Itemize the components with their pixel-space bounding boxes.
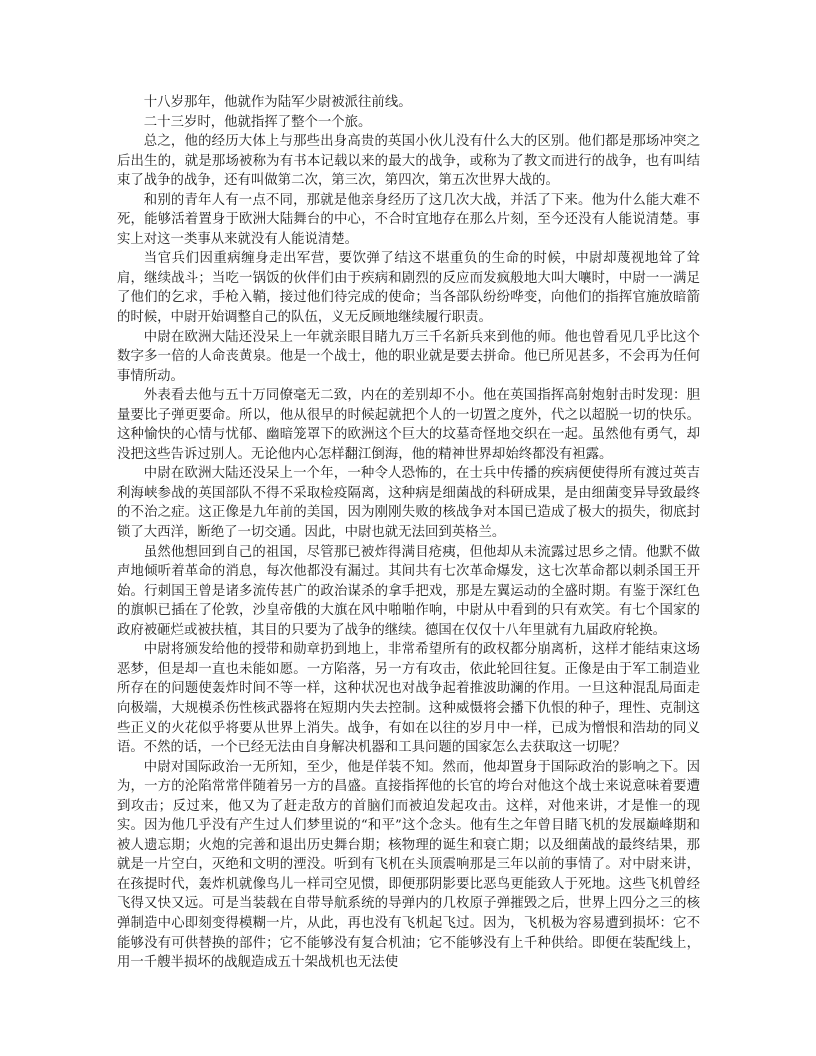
paragraph: 虽然他想回到自己的祖国，尽管那已被炸得满目疮痍，但他却从未流露过思乡之情。他默不做声地倾听着革命的消息，每次他都没有漏过。其间共有七次革命爆发，这七次革命都以刺杀国王开始。行刺国王曾是诸多流传甚广的政治谋杀的拿手把戏，那是左翼运动的全盛时期。有鉴于深红色的旗帜已插在了伦敦，沙皇帝俄的大旗在风中啪啪作响，中尉从中看到的只有欢笑。有七个国家的政府被砸烂或被扶植，其目的只要为了战争的继续。德国在仅仅十八年里就有九届政府轮换。 xyxy=(117,544,700,638)
paragraph: 总之，他的经历大体上与那些出身高贵的英国小伙儿没有什么大的区别。他们都是那场冲突之后出生的，就是那场被称为有书本记载以来的最大的战争，或称为了教文而进行的战争，也有叫结束了战争的战争，还有叫做第二次，第三次，第四次，第五次世界大战的。 xyxy=(117,134,700,189)
paragraph: 外表看去他与五十万同僚毫无二致，内在的差别却不小。他在英国指挥高射炮射击时发现：胆量要比子弹更要命。所以，他从很早的时候起就把个人的一切置之度外，代之以超脱一切的快乐。这种愉快的心情与忧郁、幽暗笼罩下的欧洲这个巨大的坟墓奇怪地交织在一起。虽然他有勇气，却没把这些告诉过别人。无论他内心怎样翻江倒海，他的精神世界却始终都没有袒露。 xyxy=(117,388,700,462)
paragraph: 和别的青年人有一点不同，那就是他亲身经历了这几次大战，并活了下来。他为什么能大难不死，能够活着置身于欧洲大陆舞台的中心，不合时宜地存在那么片刻，至今还没有人能说清楚。事实上对这一类事从来就没有人能说清楚。 xyxy=(117,192,700,247)
paragraph: 中尉在欧洲大陆还没呆上一个年，一种令人恐怖的，在士兵中传播的疾病便使得所有渡过英吉利海峡参战的英国部队不得不采取检疫隔离，这种病是细菌战的科研成果，是由细菌变异导致最终的不治之症。这正像是九年前的美国，因为刚刚失败的核战争对本国已造成了极大的损失，彻底封锁了大西洋，断绝了一切交通。因此，中尉也就无法回到英格兰。 xyxy=(117,466,700,541)
paragraph: 二十三岁时，他就指挥了整个一个旅。 xyxy=(143,114,372,130)
paragraph: 十八岁那年，他就作为陆军少尉被派往前线。 xyxy=(143,95,412,110)
paragraph: 中尉将颁发给他的授带和勋章扔到地上，非常希望所有的政权都分崩离析，这样才能结束这场恶梦，但是却一直也未能如愿。一方陷落，另一方有攻击，依此轮回往复。正像是由于军工制造业所存在的问题使轰炸时间不等一样，这种状况也对战争起着推波助澜的作用。一旦这种混乱局面走向极端，大规模杀伤性核武器将在短期内失去控制。这种威慑将会播下仇恨的种子，理性、克制这些正义的火花似乎将要从世界上消失。战争，有如在以往的岁月中一样，已成为憎恨和浩劫的同义语。不然的话，一个已经无法由自身解决机器和工具问题的国家怎么去获取这一切呢？ xyxy=(117,642,700,756)
paragraph: 中尉在欧洲大陆还没呆上一年就亲眼目睹九万三千名新兵来到他的师。他也曾看见几乎比这个数字多一倍的人命丧黄泉。他是一个战士，他的职业就是要去拼命。他已所见甚多，不会再为任何事情所动。 xyxy=(117,329,700,384)
paragraph: 中尉对国际政治一无所知，至少，他是佯装不知。然而，他却置身于国际政治的影响之下。因为，一方的沦陷常常伴随着另一方的昌盛。直接指挥他的长官的垮台对他这个战士来说意味着要遭到攻击；反过来，他又为了赶走敌方的首脑们而被迫发起攻击。这样，对他来讲，才是惟一的现实。因为他几乎没有产生过人们梦里说的“和平”这个念头。他有生之年曾目睹飞机的发展巅峰期和被人遗忘期；火炮的完善和退出历史舞台期；核物理的诞生和衰亡期；以及细菌战的最终结果，那就是一片空白，灭绝和文明的湮没。听到有飞机在头顶震响那是三年以前的事情了。对中尉来讲，在孩提时代，轰炸机就像鸟儿一样司空见惯，即便那阴影要比恶鸟更能致人于死地。这些飞机曾经飞得又快又远。可是当装载在自带导航系统的导弹内的几枚原子弹摧毁之后，世界上四分之三的核弹制造中心即刻变得模糊一片，从此，再也没有飞机起飞过。因为，飞机极为容易遭到损坏：它不能够没有可供替换的部件；它不能够没有复合机油；它不能够没有上千种供给。即便在装配线上，用一千艘半损坏的战舰造成五十架战机也无法使 xyxy=(117,759,700,971)
paragraph: 当官兵们因重病缠身走出军营，要饮弹了结这不堪重负的生命的时候，中尉却蔑视地耸了耸肩，继续战斗；当吃一锅饭的伙伴们由于疾病和剧烈的反应而发疯般地大叫大嚷时，中尉一一满足了他们的乞求，手枪入鞘，接过他们待完成的使命；当各部队纷纷哗变，向他们的指挥官施放暗箭的时候，中尉开始调整自己的队伍，义无反顾地继续履行职责。 xyxy=(117,251,700,326)
document-body xyxy=(117,93,700,973)
